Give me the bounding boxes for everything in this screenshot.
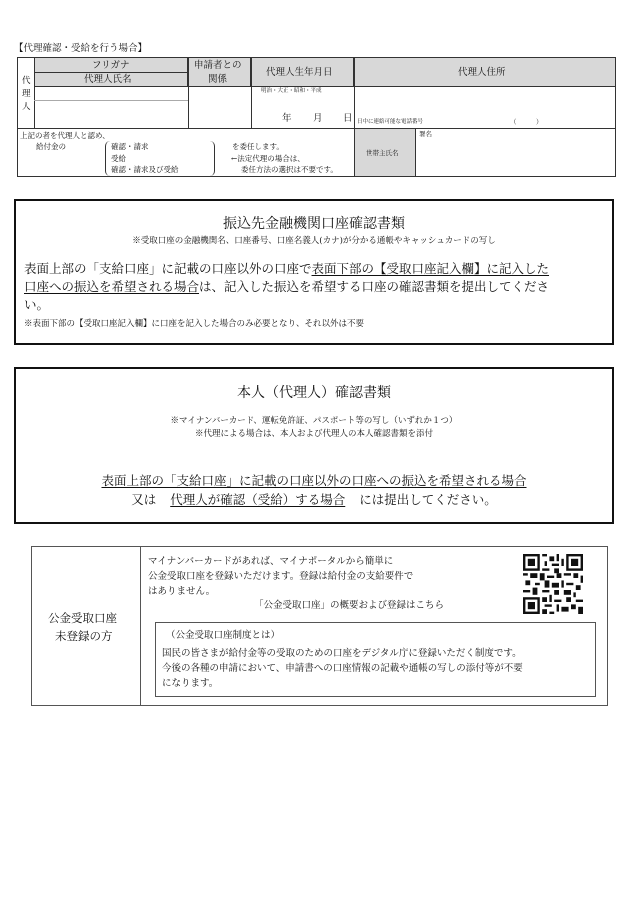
identity-box-line1: 表面上部の「支給口座」に記載の口座以外の口座への振込を希望される場合: [101, 473, 527, 488]
public-account-text2: 公金受取口座を登録いただけます。登録は給付金の支給要件で: [148, 571, 414, 582]
relation-field[interactable]: [190, 89, 250, 126]
bank-account-box: [14, 199, 614, 345]
birth-month-label: 月: [313, 113, 323, 124]
identity-box-sub2: ※代理による場合は、本人および代理人の本人確認書類を添付: [194, 429, 433, 439]
public-account-link[interactable]: 「公金受取口座」の概要および登録はこちら: [254, 600, 445, 611]
proxy-name-field[interactable]: [36, 102, 186, 126]
furigana-field[interactable]: [36, 89, 186, 99]
furigana-header: フリガナ: [92, 60, 130, 71]
phone-field[interactable]: （ ）: [510, 118, 543, 126]
bank-box-line2: 口座への振込を希望される場合は、記入した振込を希望する口座の確認書類を提出してくださ: [24, 279, 550, 294]
public-account-text1: マイナンバーカードがあれば、マイナポータルから簡単に: [148, 556, 394, 567]
identity-box-title: 本人（代理人）確認書類: [237, 385, 391, 401]
public-account-inner-title: （公金受取口座制度とは）: [166, 630, 281, 641]
option-confirm-request[interactable]: 確認・請求: [111, 142, 149, 151]
bank-box-title: 振込先金融機関口座確認書類: [223, 216, 405, 232]
birth-year-label: 年: [282, 113, 292, 124]
era-options[interactable]: 明治・大正・昭和・平成: [261, 88, 322, 94]
bank-box-note: ※表面下部の【受取口座記入欄】に口座を記入した場合のみ必要となり、それ以外は不要: [24, 319, 365, 329]
public-account-text3: はありません。: [148, 586, 216, 597]
delegate-text: 上記の者を代理人と認め、: [20, 131, 110, 140]
public-account-desc2: 今後の各種の申請において、申請書への口座情報の記載や通帳の写しの添付等が不要: [162, 663, 523, 674]
household-head-label: 世帯主氏名: [366, 149, 399, 157]
public-account-label: 公金受取口座: [48, 611, 117, 625]
signature-label: 署名: [419, 130, 432, 138]
phone-label: 日中に連絡可能な電話番号: [357, 119, 424, 125]
bank-box-line1: 表面上部の「支給口座」に記載の口座以外の口座で表面下部の【受取口座記入欄】に記入した: [24, 261, 550, 276]
name-header: 代理人氏名: [84, 74, 132, 85]
identity-box: [14, 367, 614, 524]
proxy-section-title: 【代理確認・受給を行う場合】: [14, 43, 148, 54]
delegate-suffix: を委任します。: [232, 142, 284, 151]
bank-box-line3: い。: [24, 297, 50, 312]
public-account-desc1: 国民の皆さまが給付金等の受取のための口座をデジタル庁に登録いただく制度です。: [162, 648, 522, 659]
legal-proxy-note: ←法定代理の場合は、: [231, 154, 305, 163]
identity-box-line2: 又は 代理人が確認（受給）する場合 には提出してください。: [131, 492, 497, 507]
option-receive[interactable]: 受給: [111, 154, 126, 163]
proxy-side-label: 代: [22, 76, 31, 86]
public-account-desc3: になります。: [162, 678, 219, 689]
proxy-address-field[interactable]: [356, 89, 614, 119]
address-header: 代理人住所: [458, 67, 506, 78]
qr-code-icon[interactable]: [523, 554, 583, 614]
bank-box-subtitle: ※受取口座の金融機関名、口座番号、口座名義人(カナ)が分かる通帳やキャッシュカードの写し: [132, 236, 496, 246]
signature-field[interactable]: [418, 140, 613, 175]
identity-box-sub1: ※マイナンバーカード、運転免許証、パスポート等の写し（いずれか１つ）: [170, 416, 458, 426]
relation-header: 申請者との: [194, 60, 242, 71]
option-confirm-request-receive[interactable]: 確認・請求及び受給: [111, 165, 179, 174]
birth-day-label: 日: [343, 113, 353, 124]
birth-header: 代理人生年月日: [266, 67, 333, 78]
